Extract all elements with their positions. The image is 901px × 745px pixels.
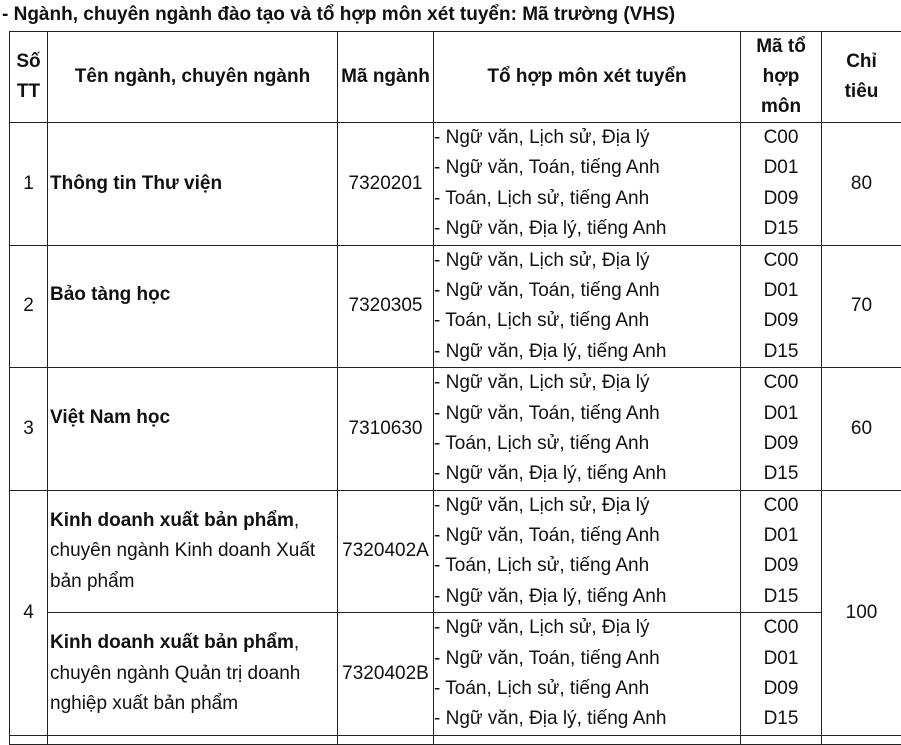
header-stt: Số TT [10, 32, 48, 123]
combination-codes: C00 D01 D09 D15 [741, 245, 822, 368]
header-combo-code: Mã tổ hợp môn [741, 32, 822, 123]
program-code: 7310630 [338, 368, 434, 491]
subject-combinations: - Ngữ văn, Lịch sử, Địa lý - Ngữ văn, Toán, tiếng Anh - Toán, Lịch sử, tiếng Anh - Ngữ văn, Địa lý, tiếng Anh [434, 613, 741, 736]
header-row [10, 32, 901, 123]
table-row [10, 368, 901, 491]
quota: 80 [822, 123, 901, 246]
row-number: 4 [10, 490, 48, 735]
row-number: 1 [10, 123, 48, 246]
row-number: 2 [10, 245, 48, 368]
header-subjects: Tổ hợp môn xét tuyển [434, 32, 741, 123]
table-row [10, 613, 901, 736]
program-name: Kinh doanh xuất bản phẩm, chuyên ngành Quản trị doanh nghiệp xuất bản phẩm [48, 613, 338, 736]
section-heading: - Ngành, chuyên ngành đào tạo và tổ hợp môn xét tuyển: Mã trường (VHS) [2, 4, 675, 26]
quota: 100 [822, 490, 901, 735]
header-name: Tên ngành, chuyên ngành [48, 32, 338, 123]
program-name: Bảo tàng học [48, 245, 338, 368]
combination-codes: C00 D01 D09 D15 [741, 490, 822, 613]
program-code: 7320402B [338, 613, 434, 736]
program-code: 7320402A [338, 490, 434, 613]
program-code: 7320305 [338, 245, 434, 368]
program-name: Thông tin Thư viện [48, 123, 338, 246]
admission-table [9, 31, 901, 745]
program-code: 7320201 [338, 123, 434, 246]
table-row [10, 245, 901, 368]
program-name: Việt Nam học [48, 368, 338, 491]
header-quota: Chỉ tiêu [822, 32, 901, 123]
row-number: 3 [10, 368, 48, 491]
subject-combinations: - Ngữ văn, Lịch sử, Địa lý - Ngữ văn, Toán, tiếng Anh - Toán, Lịch sử, tiếng Anh - Ngữ văn, Địa lý, tiếng Anh [434, 245, 741, 368]
table-row-cut [10, 735, 901, 744]
table-row [10, 123, 901, 246]
subject-combinations: - Ngữ văn, Lịch sử, Địa lý - Ngữ văn, Toán, tiếng Anh - Toán, Lịch sử, tiếng Anh - Ngữ văn, Địa lý, tiếng Anh [434, 123, 741, 246]
combination-codes: C00 D01 D09 D15 [741, 613, 822, 736]
table-row [10, 490, 901, 613]
quota: 70 [822, 245, 901, 368]
combination-codes: C00 D01 D09 D15 [741, 123, 822, 246]
combination-codes: C00 D01 D09 D15 [741, 368, 822, 491]
header-code: Mã ngành [338, 32, 434, 123]
program-name: Kinh doanh xuất bản phẩm, chuyên ngành Kinh doanh Xuất bản phẩm [48, 490, 338, 613]
subject-combinations: - Ngữ văn, Lịch sử, Địa lý - Ngữ văn, Toán, tiếng Anh - Toán, Lịch sử, tiếng Anh - Ngữ văn, Địa lý, tiếng Anh [434, 368, 741, 491]
subject-combinations: - Ngữ văn, Lịch sử, Địa lý - Ngữ văn, Toán, tiếng Anh - Toán, Lịch sử, tiếng Anh - Ngữ văn, Địa lý, tiếng Anh [434, 490, 741, 613]
quota: 60 [822, 368, 901, 491]
